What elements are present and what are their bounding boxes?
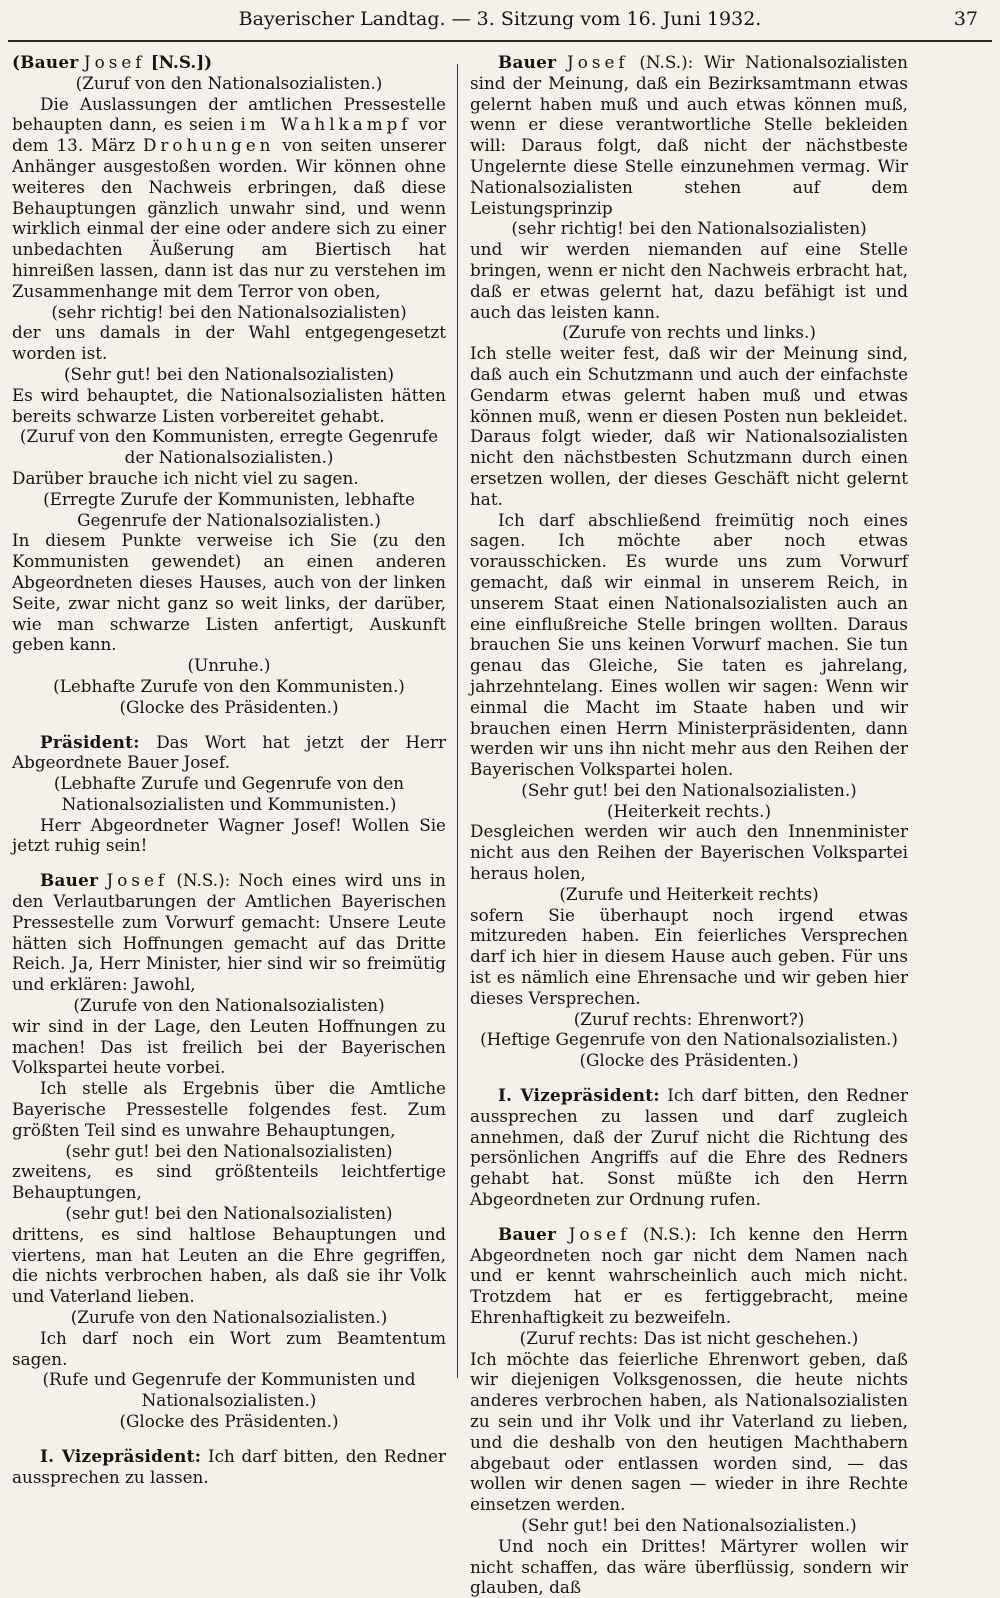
paragraph: drittens, es sind haltlose Behauptungen und viertens, man hat Leuten an die Ehre gegriffen, die nichts verbrochen haben, als daß sie ihr Volk und Vaterland lieben. [12,1223,446,1307]
interjection: (sehr gut! bei den Nationalsozialisten) [65,1140,393,1161]
interjection: (Sehr gut! bei den Nationalsozialisten.) [521,779,857,800]
interjection: (Heiterkeit rechts.) [606,800,772,821]
speaker-firstname: Josef [567,52,629,72]
page-number: 37 [953,8,978,30]
interjection: (Rufe und Gegenrufe der Kommunisten und Nationalsozialisten.) [42,1369,416,1411]
paragraph: Darüber brauche ich nicht viel zu sagen. [12,467,359,488]
speaker-party: [N.S.]) [150,52,213,72]
interjection: (Zuruf rechts: Ehrenwort?) [573,1008,805,1029]
interjection: (Glocke des Präsidenten.) [579,1050,799,1071]
interjection: (Glocke des Präsidenten.) [119,696,339,717]
interjection: (Lebhafte Zurufe von den Kommunisten.) [53,675,405,696]
interjection: (Zuruf von den Kommunisten, erregte Gegenrufe der Nationalsozialisten.) [19,426,439,468]
interjection: (Glocke des Präsidenten.) [119,1411,339,1431]
interjection: (Heftige Gegenrufe von den Nationalsozialisten.) [480,1029,898,1050]
interjection: (Unruhe.) [187,655,271,676]
paragraph: Ich stelle als Ergebnis über die Amtliche Bayerische Pressestelle folgendes fest. Zum größten Teil sind es unwahre Behauptungen, [12,1078,446,1140]
speaker-paragraph: Bauer Josef (N.S.): Ich kenne den Herrn Abgeordneten noch gar nicht dem Namen nach und er kennt wahrscheinlich auch mich nicht. Trotzdem hat er es fertiggebracht, meine Ehrenhaftigkeit zu bezweifeln. [470,1223,908,1328]
column-divider [457,64,458,1378]
interjection: (sehr richtig! bei den Nationalsozialisten) [51,301,407,322]
speaker-name: Bauer [498,1223,557,1244]
speaker-paragraph: Bauer Josef (N.S.): Noch eines wird uns in den Verlautbarungen der Amtlichen Bayerischen Pressestelle zum Vorwurf gemacht: Unsere Leute hätten sich Hoffnungen gemacht auf das Dritte Reich. Ja, Herr Minister, hier sind wir so freimütig und erklären: Jawohl, [12,870,446,995]
interjection: (Lebhafte Zurufe und Gegenrufe von den Nationalsozialisten und Kommunisten.) [53,773,405,814]
left-column [12,52,446,1487]
interjection: (Zurufe von den Nationalsozialisten) [73,995,385,1016]
speaker-name: Präsident: [40,731,140,752]
speaker-name: I. Vizepräsident: [40,1445,202,1466]
emphasis: im Wahlkampf [240,114,412,135]
paragraph: Die Auslassungen der amtlichen Pressestelle behaupten dann, es seien im Wahlkampf vor dem 13. März Drohungen von seiten unserer Anhänger ausgestoßen worden. Wir können ohne weiteres den Nachweis erbringen, daß diese Behauptungen gänzlich unwahr sind, und wenn wirklich einmal der eine oder andere sich zu einer unbedachten Äußerung am Biertisch hat hinreißen lassen, dann ist das nur zu verstehen im Zusammenhange mit dem Terror von oben, [12,93,446,301]
interjection: (Zuruf von den Nationalsozialisten.) [75,72,383,93]
page-header [8,4,992,34]
speaker-name: (Bauer [12,52,79,72]
emphasis: Drohungen [142,135,275,156]
paragraph: Es wird behauptet, die Nationalsozialisten hätten bereits schwarze Listen vorbereitet gehabt. [12,384,446,426]
speaker-name: Bauer [40,870,99,891]
speaker-name: Bauer [498,52,557,72]
header-rule [8,40,992,42]
speaker-name: I. Vizepräsident: [498,1085,660,1106]
running-title: Bayerischer Landtag. — 3. Sitzung vom 16. Juni 1932. [238,8,762,30]
right-column [470,52,908,1598]
paragraph: und wir werden niemanden auf eine Stelle bringen, wenn er nicht den Nachweis erbracht hat, daß er etwas gelernt hat, dazu befähigt ist und auch das leisten kann. [470,239,908,322]
interjection: (Zurufe von den Nationalsozialisten.) [70,1307,388,1328]
interjection: (sehr gut! bei den Nationalsozialisten) [65,1203,393,1224]
interjection: (Sehr gut! bei den Nationalsozialisten.) [521,1514,857,1535]
speaker-firstname: Josef [83,52,146,72]
interjection: (Zurufe von rechts und links.) [562,322,816,343]
paragraph: sofern Sie überhaupt noch irgend etwas mitzureden haben. Ein feierliches Versprechen darf ich hier in diesem Hause auch geben. Für uns ist es nämlich eine Ehrensache und wir geben hier dieses Versprechen. [470,904,908,1008]
speaker-paragraph: Bauer Josef (N.S.): Wir Nationalsozialisten sind der Meinung, daß ein Bezirksamtmann etwas gelernt haben muß und auch etwas können muß, wenn er diese verantwortliche Stelle bekleiden will: Daraus folgt, daß nicht der nächstbeste Ungelernte diese Stelle einzunehmen vermag. Wir Nationalsozialisten stehen auf dem Leistungsprinzip [470,52,908,218]
speaker-paragraph: I. Vizepräsident: Ich darf bitten, den Redner aussprechen zu lassen. [12,1445,446,1487]
paragraph: der uns damals in der Wahl entgegengesetzt worden ist. [12,322,446,364]
paragraph: wir sind in der Lage, den Leuten Hoffnungen zu machen! Das ist freilich bei der Bayerischen Volkspartei heute vorbei. [12,1015,446,1078]
paragraph: Ich stelle weiter fest, daß wir der Meinung sind, daß auch ein Schutzmann und auch der einfachste Gendarm etwas gelernt haben muß und etwas können muß, wenn er diesen Posten nun bekleidet. Daraus folgt wieder, daß wir Nationalsozialisten nicht den nächstbesten Schutzmann durch einen ersetzen wollen, der dieses Geschäft nicht gelernt hat. [470,343,908,509]
speaker-firstname: Josef [568,1223,631,1244]
interjection: (Zuruf rechts: Das ist nicht geschehen.) [519,1327,859,1348]
interjection: (sehr richtig! bei den Nationalsozialisten) [511,218,867,239]
paragraph: Und noch ein Drittes! Märtyrer wollen wir nicht schaffen, das wäre überflüssig, sondern wir glauben, daß [470,1535,908,1598]
speaker-line [12,52,446,73]
paragraph: Herr Abgeordneter Wagner Josef! Wollen Sie jetzt ruhig sein! [12,814,446,856]
paragraph: Desgleichen werden wir auch den Innenminister nicht aus den Reihen der Bayerischen Volkspartei heraus holen, [470,821,908,884]
paragraph: In diesem Punkte verweise ich Sie (zu den Kommunisten gewendet) an einen anderen Abgeordneten dieses Hauses, auch von der linken Seite, zwar nicht ganz so weit links, der darüber, wie man schwarze Listen anfertigt, Auskunft geben kann. [12,530,446,655]
speaker-paragraph: Präsident: Das Wort hat jetzt der Herr Abgeordnete Bauer Josef. [12,731,446,773]
paragraph: zweitens, es sind größtenteils leichtfertige Behauptungen, [12,1161,446,1203]
paragraph: Ich darf abschließend freimütig noch eines sagen. Ich möchte aber noch etwas vorausschicken. Es wurde uns zum Vorwurf gemacht, daß wir einmal in unserem Reich, in unserem Staat einen Nationalsozialisten auch an eine einflußreiche Stelle bringen wollten. Daraus brauchen Sie uns keinen Vorwurf machen. Sie tun genau das Gleiche, Sie taten es jahrelang, jahrzehntelang. Eines wollen wir sagen: Wenn wir einmal die Macht im Staate haben und wir brauchen einen Herrn Ministerpräsidenten, dann werden wir uns ihn nicht mehr aus den Reihen der Bayerischen Volkspartei holen. [470,509,908,780]
speaker-paragraph: I. Vizepräsident: Ich darf bitten, den Redner aussprechen zu lassen und darf zugleich annehmen, daß der Zuruf nicht die Richtung des persönlichen Angriffs auf die Ehre des Redners gehabt hat. Sonst müßte ich den Herrn Abgeordneten zur Ordnung rufen. [470,1085,908,1210]
paragraph: Ich darf noch ein Wort zum Beamtentum sagen. [12,1327,446,1369]
interjection: (Sehr gut! bei den Nationalsozialisten) [63,363,395,384]
speaker-firstname: Josef [106,870,169,891]
paragraph: Ich möchte das feierliche Ehrenwort geben, daß wir diejenigen Volksgenossen, die heute nichts anderes verbrochen haben, als Nationalsozialisten zu sein und ihr Volk und ihr Vaterland zu lieben, und die deshalb von den heutigen Machthabern abgebaut oder entlassen worden sind, — das wollen wir denen sagen — wieder in ihre Rechte einsetzen werden. [470,1348,908,1515]
interjection: (Erregte Zurufe der Kommunisten, lebhafte Gegenrufe der Nationalsozialisten.) [43,488,415,530]
interjection: (Zurufe und Heiterkeit rechts) [559,883,819,904]
